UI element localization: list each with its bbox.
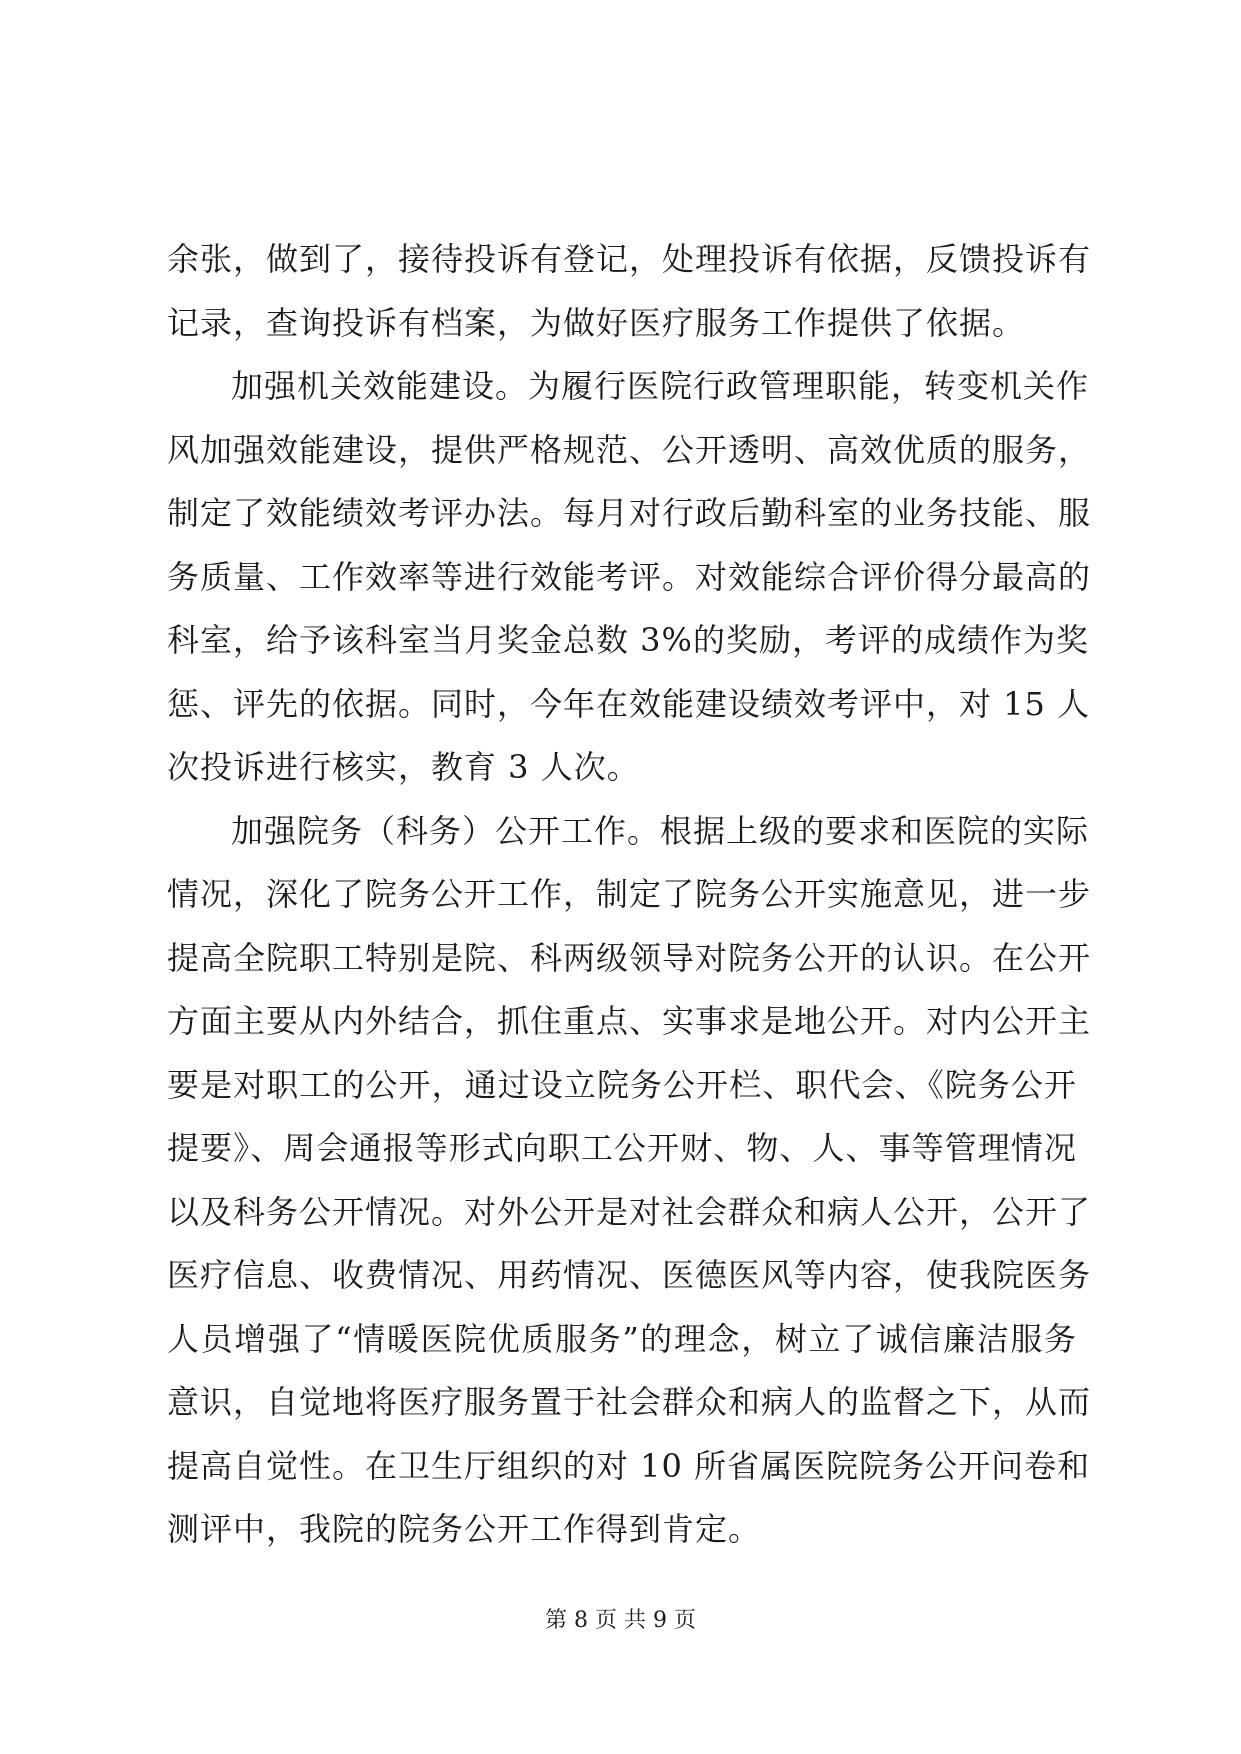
body-line: 提高全院职工特别是院、科两级领导对院务公开的认识。在公开	[167, 938, 1092, 977]
body-line: 科室，给予该科室当月奖金总数 3%的奖励，考评的成绩作为奖	[167, 621, 1089, 659]
body-line: 制定了效能绩效考评办法。每月对行政后勤科室的业务技能、服	[167, 494, 1092, 532]
paragraph-start-line: 加强院务（科务）公开工作。根据上级的要求和医院的实际	[231, 811, 1090, 850]
page-number-footer: 第 8 页 共 9 页	[545, 1608, 696, 1633]
body-line: 意识，自觉地将医疗服务置于社会群众和病人的监督之下，从而	[167, 1383, 1092, 1421]
body-line: 以及科务公开情况。对外公开是对社会群众和病人公开，公开了	[167, 1192, 1092, 1231]
body-line: 务质量、工作效率等进行效能考评。对效能综合评价得分最高的	[167, 557, 1092, 596]
body-line: 惩、评先的依据。同时，今年在效能建设绩效考评中，对 15 人	[167, 684, 1091, 723]
body-line: 情况，深化了院务公开工作，制定了院务公开实施意见，进一步	[167, 875, 1092, 913]
paragraph-start-line: 加强机关效能建设。为履行医院行政管理职能，转变机关作	[231, 367, 1090, 405]
body-line: 记录，查询投诉有档案，为做好医疗服务工作提供了依据。	[167, 303, 1026, 342]
body-line: 医疗信息、收费情况、用药情况、医德医风等内容，使我院医务	[167, 1256, 1092, 1294]
document-body	[167, 228, 1092, 1562]
body-line: 方面主要从内外结合，抓住重点、实事求是地公开。对内公开主	[167, 1002, 1092, 1040]
body-line: 余张，做到了，接待投诉有登记，处理投诉有依据，反馈投诉有	[167, 240, 1092, 278]
body-line: 风加强效能建设，提供严格规范、公开透明、高效优质的服务，	[167, 430, 1092, 469]
body-line: 提高自觉性。在卫生厅组织的对 10 所省属医院院务公开问卷和	[167, 1446, 1091, 1485]
body-line: 要是对职工的公开，通过设立院务公开栏、职代会、《院务公开	[167, 1065, 1077, 1104]
body-line: 次投诉进行核实，教育 3 人次。	[167, 748, 640, 786]
body-line: 测评中，我院的院务公开工作得到肯定。	[167, 1510, 762, 1548]
body-line: 人员增强了“情暖医院优质服务”的理念，树立了诚信廉洁服务	[167, 1319, 1077, 1358]
body-line: 提要》、周会通报等形式向职工公开财、物、人、事等管理情况	[167, 1129, 1077, 1167]
